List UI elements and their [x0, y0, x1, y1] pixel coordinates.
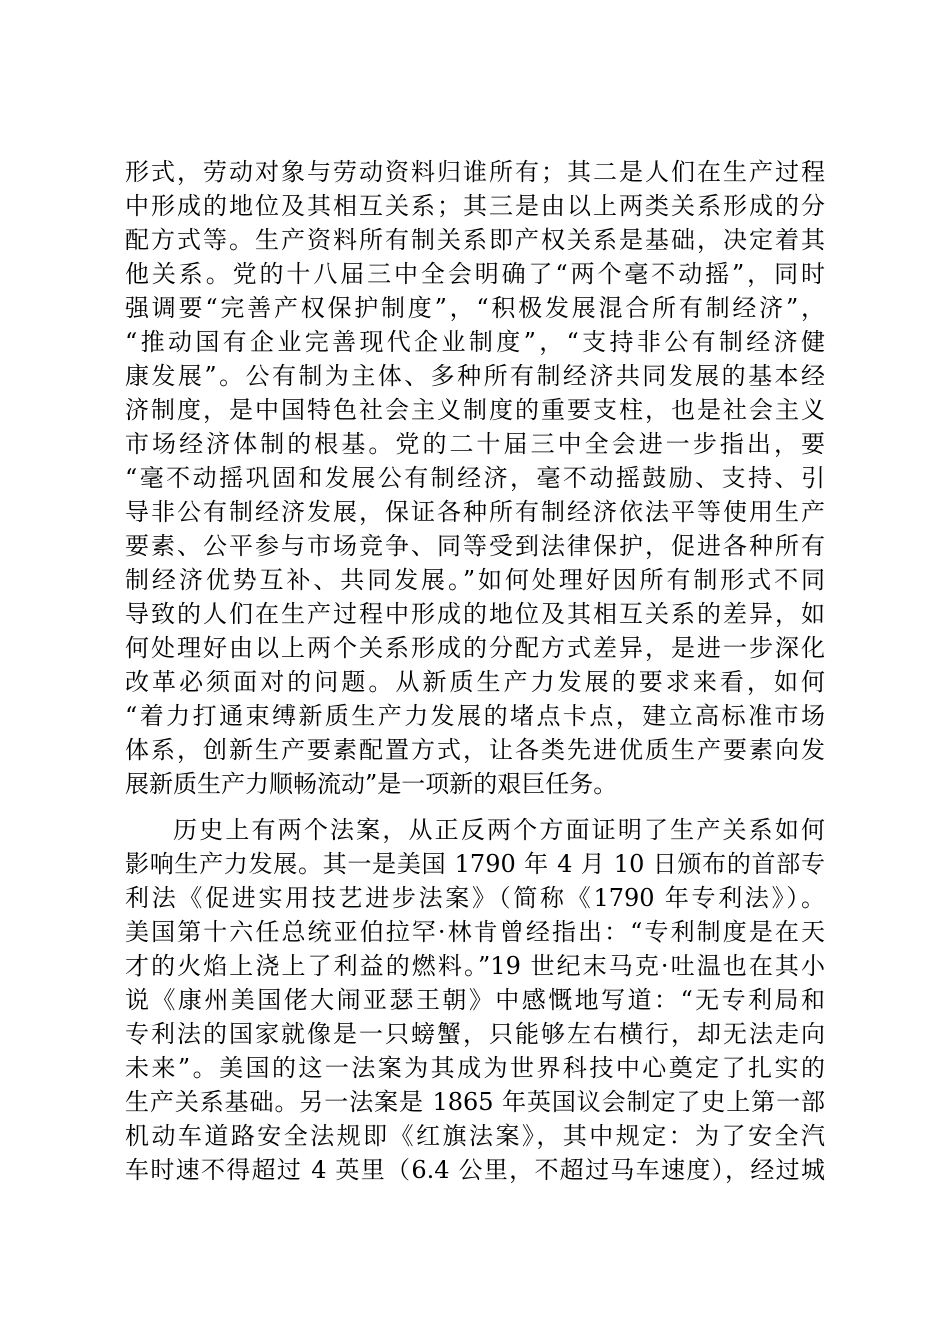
text-line: 济制度，是中国特色社会主义制度的重要支柱，也是社会主义 [125, 396, 825, 424]
text-line: 他关系。党的十八届三中全会明确了“两个毫不动摇”，同时 [125, 260, 825, 288]
text-line: 何处理好由以上两个关系形成的分配方式差异，是进一步深化 [125, 634, 825, 662]
text-line: 制经济优势互补、共同发展。”如何处理好因所有制形式不同 [125, 566, 825, 594]
text-line: 体系，创新生产要素配置方式，让各类先进优质生产要素向发 [125, 736, 825, 764]
text-line: 未来”。美国的这一法案为其成为世界科技中心奠定了扎实的 [125, 1054, 825, 1082]
text-line: 形式，劳动对象与劳动资料归谁所有；其二是人们在生产过程 [125, 158, 825, 186]
text-line: 要素、公平参与市场竞争、同等受到法律保护，促进各种所有 [125, 532, 825, 560]
text-line: 市场经济体制的根基。党的二十届三中全会进一步指出，要 [125, 430, 825, 458]
text-line: 专利法的国家就像是一只螃蟹，只能够左右横行，却无法走向 [125, 1020, 825, 1048]
text-line: 配方式等。生产资料所有制关系即产权关系是基础，决定着其 [125, 226, 825, 254]
text-line: “毫不动摇巩固和发展公有制经济，毫不动摇鼓励、支持、引 [125, 464, 825, 492]
text-line: 导非公有制经济发展，保证各种所有制经济依法平等使用生产 [125, 498, 825, 526]
text-line: 利法《促进实用技艺进步法案》（简称《1790 年专利法》）。 [125, 884, 825, 912]
text-line: 才的火焰上浇上了利益的燃料。”19 世纪末马克·吐温也在其小 [125, 952, 825, 980]
text-line: “着力打通束缚新质生产力发展的堵点卡点，建立高标准市场 [125, 702, 825, 730]
text-line: 美国第十六任总统亚伯拉罕·林肯曾经指出：“专利制度是在天 [125, 918, 825, 946]
text-line: 强调要“完善产权保护制度”，“积极发展混合所有制经济”， [125, 294, 825, 322]
text-line: 影响生产力发展。其一是美国 1790 年 4 月 10 日颁布的首部专 [125, 850, 825, 878]
text-line: 展新质生产力顺畅流动”是一项新的艰巨任务。 [125, 770, 618, 798]
text-line: 机动车道路安全法规即《红旗法案》，其中规定：为了安全汽 [125, 1122, 825, 1150]
text-line: 车时速不得超过 4 英里（6.4 公里，不超过马车速度），经过城 [125, 1156, 825, 1184]
text-line: 中形成的地位及其相互关系；其三是由以上两类关系形成的分 [125, 192, 825, 220]
text-line: 导致的人们在生产过程中形成的地位及其相互关系的差异，如 [125, 600, 825, 628]
text-line: 说《康州美国佬大闹亚瑟王朝》中感慨地写道：“无专利局和 [125, 986, 825, 1014]
text-line: 历史上有两个法案，从正反两个方面证明了生产关系如何 [173, 816, 825, 844]
text-line: 康发展”。公有制为主体、多种所有制经济共同发展的基本经 [125, 362, 825, 390]
text-line: 生产关系基础。另一法案是 1865 年英国议会制定了史上第一部 [125, 1088, 825, 1116]
text-line: 改革必须面对的问题。从新质生产力发展的要求来看，如何 [125, 668, 825, 696]
text-line: “推动国有企业完善现代企业制度”，“支持非公有制经济健 [125, 328, 825, 356]
